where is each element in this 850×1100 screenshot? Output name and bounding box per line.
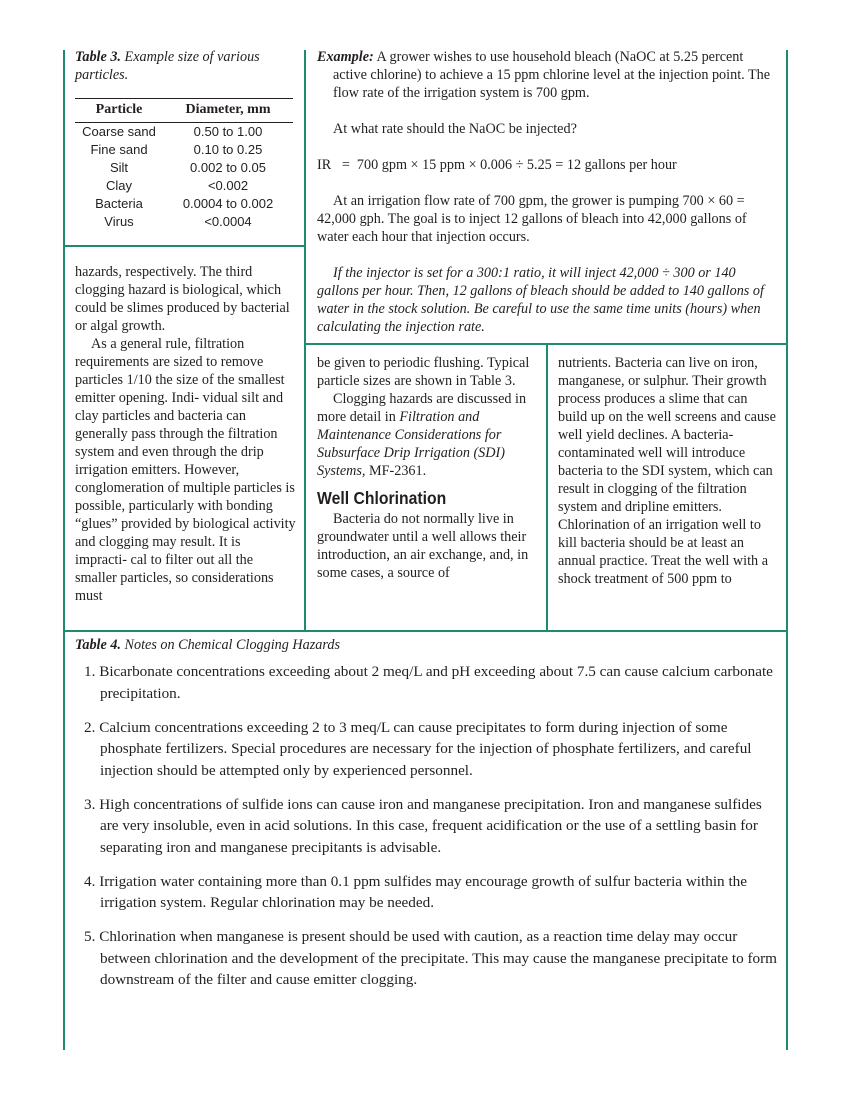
table4-caption (75, 636, 777, 654)
table3-cell: 0.002 to 0.05 (190, 160, 266, 175)
table4-label: Table 4. (75, 637, 121, 653)
example-bottom-rule (304, 343, 788, 345)
left-border-rule (63, 50, 65, 1050)
table-row (75, 141, 293, 159)
table3-header-diameter: Diameter, mm (163, 99, 293, 123)
example-formula: IR = 700 gpm × 15 ppm × 0.006 ÷ 5.25 = 12 gallons per hour (317, 157, 677, 173)
table3 (75, 48, 297, 231)
table3-cell: Clay (105, 178, 132, 193)
column-1-text (75, 263, 296, 605)
example-intro-text: A grower wishes to use household bleach (NaOC at 5.25 percent active chlorine) to achieve a 15 ppm chlorine level at the injection point. The flow rate of the irrigation system is 700 gpm. (333, 49, 771, 101)
table4 (75, 636, 777, 1003)
col2-paragraph-2 (317, 390, 537, 480)
col1-paragraph-1: hazards, respectively. The third clogging hazard is biological, which could be slimes produced by bacterial or algal growth. (75, 264, 290, 334)
col1-paragraph-2: As a general rule, filtration requirements are sized to remove particles 1/10 the size of the smallest emitter opening. Indi- vidual silt and clay particles and bacteria can generally pass through the filtration system and even through the drip irrigation emitters. However, conglomeration of multiple particles is possible, particularly with bonding “glues” provided by biological activity and clogging may result. It is impracti- cal to filter out all the smaller particles, so considerations must (75, 336, 296, 604)
table3-header-particle: Particle (75, 99, 163, 123)
table-row (75, 159, 293, 177)
table3-caption (75, 48, 297, 84)
example-box (317, 48, 773, 336)
table3-cell: 0.50 to 1.00 (193, 124, 263, 139)
example-italic-note: If the injector is set for a 300:1 ratio, it will inject 42,000 ÷ 300 or 140 gallons per hour. Then, 12 gallons of bleach should be added to 140 gallons of water in the stock solution. Be careful to use the same time units (hours) when calculating the injection rate. (317, 265, 764, 335)
list-item: 5. Chlorination when manganese is present should be used with caution, as a reaction time delay may occur between chlorination and the development of the precipitate. This may cause the manganese precipitate to form downstream of the filter and cause emitter clogging. (84, 928, 778, 988)
table-row (75, 177, 293, 195)
list-item: 3. High concentrations of sulfide ions can cause iron and manganese precipitation. Iron and manganese sulfides are very insoluble, even in acid solutions. In this case, frequent acidification or the use of a settling basin for separating iron and manganese precipitants is advisable. (84, 795, 762, 856)
publication-reference: Filtration and Maintenance Considerations for Subsurface Drip Irrigation (SDI) Systems, (317, 409, 505, 479)
list-item: 4. Irrigation water containing more than 0.1 ppm sulfides may encourage growth of sulfur bacteria within the irrigation system. Regular chlorination may be needed. (84, 872, 747, 911)
col2-paragraph-3: Bacteria do not normally live in groundwater until a well allows their introduction, an air exchange, and, in some cases, a source of (317, 511, 529, 581)
table3-cell: Virus (104, 214, 134, 229)
table3-label: Table 3. (75, 49, 121, 65)
example-intro (317, 48, 773, 102)
column-3-text (558, 354, 780, 588)
table-row (75, 195, 293, 213)
table3-cell: Bacteria (95, 196, 143, 211)
column-divider-1 (304, 50, 306, 630)
column-2-text (317, 354, 537, 582)
table4-caption-text: Notes on Chemical Clogging Hazards (124, 637, 340, 653)
col2-p2-start: Clogging hazards are discussed in more detail in (317, 391, 527, 425)
example-question: At what rate should the NaOC be injected? (333, 121, 577, 137)
col2-p2-end: MF-2361. (365, 463, 427, 479)
list-item: 2. Calcium concentrations exceeding 2 to 3 meq/L can cause precipitates to form during injection of some phosphate fertilizers. Special procedures are necessary for the injection of phosphate fertilizers, and careful injection should be attempted only by experienced personnel. (84, 718, 752, 779)
example-label: Example: (317, 49, 374, 65)
table-row (75, 213, 293, 231)
right-border-rule (786, 50, 788, 1050)
example-explanation: At an irrigation flow rate of 700 gpm, the grower is pumping 700 × 60 = 42,000 gph. The goal is to inject 12 gallons of bleach into 42,000 gallons of water each hour that injection occurs. (317, 193, 747, 245)
table3-caption-text: Example size of various particles. (75, 49, 260, 83)
table-row (75, 123, 293, 142)
table3-cell: 0.10 to 0.25 (193, 142, 263, 157)
table3-cell: <0.0004 (204, 214, 252, 229)
chemical-hazard-notes (75, 661, 777, 991)
list-item: 1. Bicarbonate concentrations exceeding about 2 meq/L and pH exceeding about 7.5 can cause calcium carbonate precipitation. (84, 663, 773, 702)
column-divider-2 (546, 344, 548, 630)
table3-bottom-rule (63, 245, 306, 247)
col3-paragraph-1: nutrients. Bacteria can live on iron, manganese, or sulphur. Their growth process produces a slime that can build up on the well screens and cause well yield declines. A bacteria-contaminated well will introduce bacteria to the SDI system, which can result in clogging of the filtration system and dripline emitters. Chlorination of an irrigation well to kill bacteria should be at least an annual practice. Treat the well with a shock treatment of 500 ppm to (558, 355, 776, 587)
section-heading-well-chlorination: Well Chlorination (317, 488, 447, 508)
particle-size-table (75, 98, 293, 231)
table3-cell: Silt (109, 160, 129, 175)
table3-cell: Fine sand (90, 142, 148, 157)
table3-cell: 0.0004 to 0.002 (182, 196, 274, 211)
table4-top-rule (63, 630, 788, 632)
col2-paragraph-1: be given to periodic flushing. Typical particle sizes are shown in Table 3. (317, 355, 530, 389)
table3-cell: Coarse sand (82, 124, 156, 139)
table3-cell: <0.002 (207, 178, 249, 193)
